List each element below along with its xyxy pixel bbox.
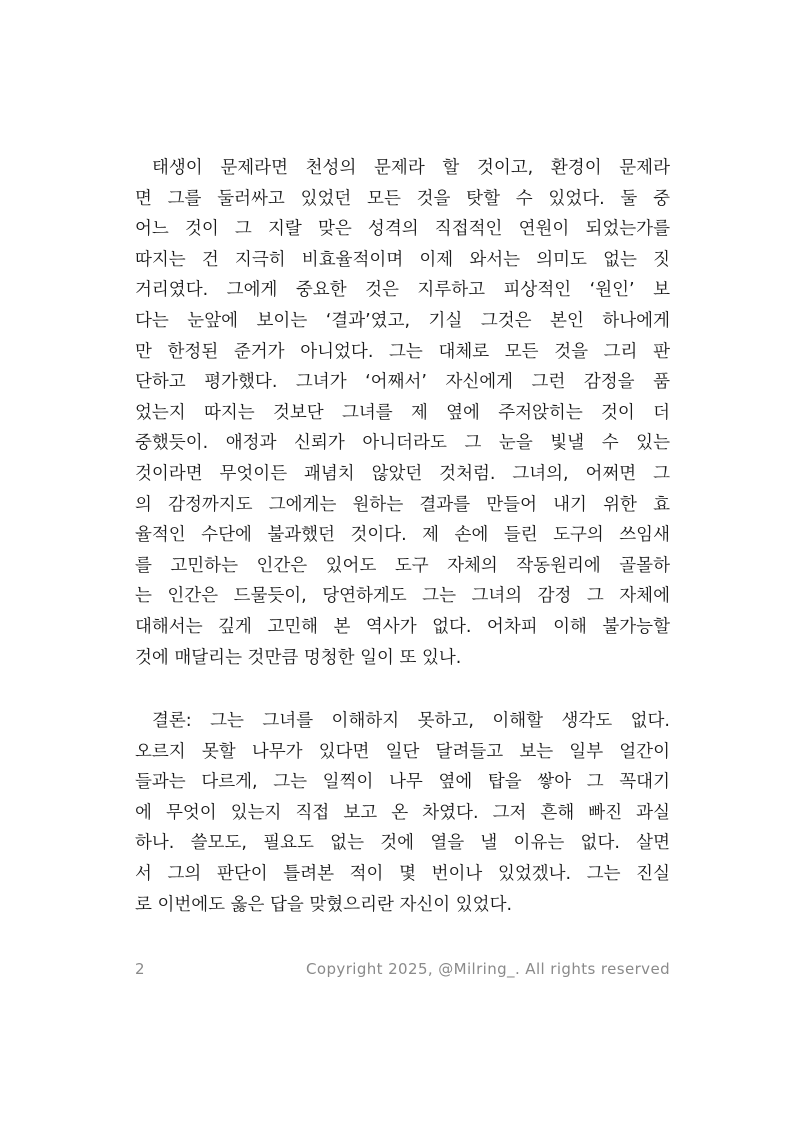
paragraph-2 xyxy=(135,706,670,920)
text-line: 결론: 그는 그녀를 이해하지 못하고, 이해할 생각도 없다. xyxy=(152,711,670,731)
text-line: 만 한정된 준거가 아니었다. 그는 대체로 모든 것을 그리 판 xyxy=(135,341,670,362)
text-line: 를 고민하는 인간은 있어도 도구 자체의 작동원리에 골몰하 xyxy=(135,555,670,576)
copyright-notice: Copyright 2025, @Milring_. All rights reserved xyxy=(306,960,670,978)
text-line: 다는 눈앞에 보이는 ‘결과’였고, 기실 그것은 본인 하나에게 xyxy=(135,310,670,331)
text-line: 따지는 건 지극히 비효율적이며 이제 와서는 의미도 없는 짓 xyxy=(135,249,670,270)
text-line: 는 인간은 드물듯이, 당연하게도 그는 그녀의 감정 그 자체에 xyxy=(135,586,670,607)
text-line: 율적인 수단에 불과했던 것이다. 제 손에 들린 도구의 쓰임새 xyxy=(135,525,670,546)
text-line: 것이라면 무엇이든 괘념치 않았던 것처럼. 그녀의, 어쩌면 그 xyxy=(135,463,670,484)
paragraph-1 xyxy=(135,153,670,673)
text-line: 의 감정까지도 그에게는 원하는 결과를 만들어 내기 위한 효 xyxy=(135,494,670,515)
text-line: 것에 매달리는 것만큼 멍청한 일이 또 있나. xyxy=(135,647,462,668)
text-line: 에 무엇이 있는지 직접 보고 온 차였다. 그저 흔해 빠진 과실 xyxy=(135,802,670,823)
text-line: 로 이번에도 옳은 답을 맞혔으리란 자신이 있었다. xyxy=(135,894,513,915)
text-line: 중했듯이. 애정과 신뢰가 아니더라도 그 눈을 빛낼 수 있는 xyxy=(135,433,670,454)
text-line: 서 그의 판단이 틀려본 적이 몇 번이나 있었겠나. 그는 진실 xyxy=(135,863,670,884)
text-line: 었는지 따지는 것보단 그녀를 제 옆에 주저앉히는 것이 더 xyxy=(135,402,670,423)
text-line: 면 그를 둘러싸고 있었던 모든 것을 탓할 수 있었다. 둘 중 xyxy=(135,188,670,209)
page-number: 2 xyxy=(135,960,145,978)
text-line: 어느 것이 그 지랄 맞은 성격의 직접적인 연원이 되었는가를 xyxy=(135,219,670,240)
text-line: 거리였다. 그에게 중요한 것은 지루하고 피상적인 ‘원인’ 보 xyxy=(135,280,670,301)
text-line: 단하고 평가했다. 그녀가 ‘어째서’ 자신에게 그런 감정을 품 xyxy=(135,372,670,393)
page-footer xyxy=(135,960,670,984)
text-line: 태생이 문제라면 천성의 문제라 할 것이고, 환경이 문제라 xyxy=(152,158,670,178)
text-line: 하나. 쓸모도, 필요도 없는 것에 열을 낼 이유는 없다. 살면 xyxy=(135,833,670,854)
text-line: 들과는 다르게, 그는 일찍이 나무 옆에 탑을 쌓아 그 꼭대기 xyxy=(135,772,670,793)
text-line: 대해서는 깊게 고민해 본 역사가 없다. 어차피 이해 불가능할 xyxy=(135,616,670,637)
text-line: 오르지 못할 나무가 있다면 일단 달려들고 보는 일부 얼간이 xyxy=(135,741,670,762)
